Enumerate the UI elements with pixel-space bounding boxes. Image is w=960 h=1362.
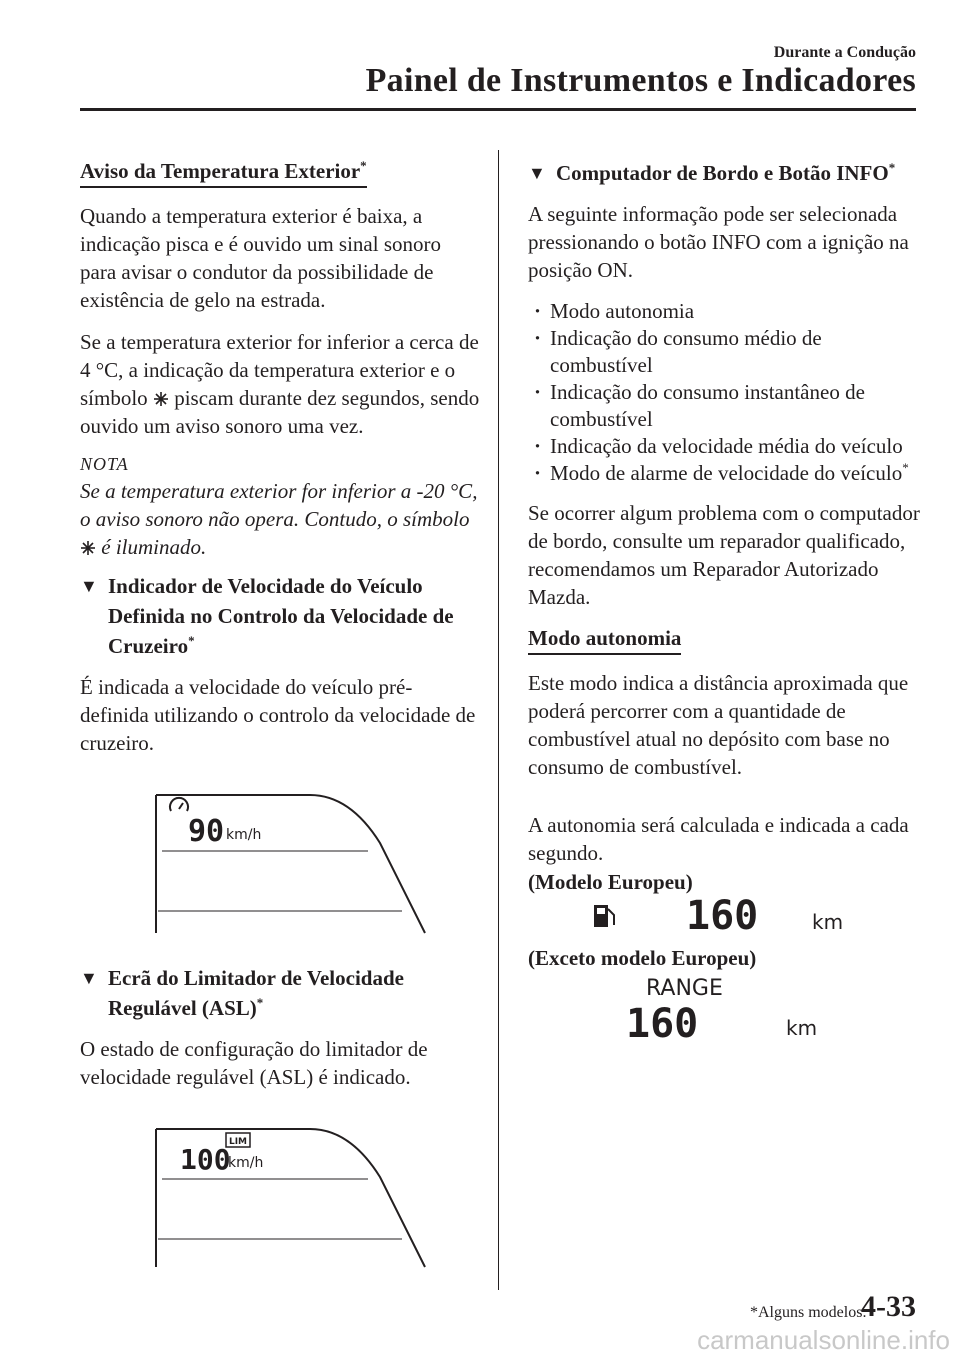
cruise-text: É indicada a velocidade do veículo pré-definida utilizando o controlo da velocidade de cruzeiro. — [80, 675, 476, 755]
page-number: 4-33 — [861, 1290, 916, 1323]
cruise-speed-unit: km/h — [226, 827, 262, 843]
computer-intro: A seguinte informação pode ser selecionada pressionando o botão INFO com a ignição na posição ON. — [528, 202, 909, 282]
other-range-display — [528, 971, 928, 1051]
lim-badge-text: LIM — [228, 1137, 248, 1147]
other-range-value: 160 — [626, 1001, 699, 1047]
fuel-pump-icon — [594, 905, 614, 927]
computer-asterisk: * — [888, 160, 896, 175]
section-header: Durante a Condução — [773, 44, 916, 61]
asl-speed-unit: km/h — [228, 1155, 264, 1171]
asl-heading — [80, 963, 480, 1023]
cruise-asterisk: * — [188, 633, 195, 648]
aviso-heading — [80, 158, 367, 188]
right-column — [528, 158, 928, 1051]
header-rule — [80, 108, 916, 111]
eu-range-unit: km — [812, 910, 844, 934]
column-divider — [498, 150, 499, 1290]
asl-heading-text: Ecrã do Limitador de Velocidade Regulável (ASL) — [108, 966, 404, 1020]
list-item-text: Modo de alarme de velocidade do veículo — [550, 461, 903, 485]
cruise-speed-value: 90 — [188, 814, 225, 849]
autonomia-p2: A autonomia será calculada e indicada a cada segundo. — [528, 813, 909, 865]
aviso-asterisk: * — [360, 158, 367, 173]
asl-asterisk: * — [256, 995, 264, 1010]
triangle-down-icon: ▼ — [80, 576, 98, 596]
left-column — [80, 158, 480, 1277]
nota-start: Se a temperatura exterior for inferior a -20 °C, o aviso sonoro não opera. Contudo, o símbolo — [80, 479, 478, 531]
nota-text — [80, 477, 480, 561]
range-label: RANGE — [646, 976, 723, 1001]
nota-label: NOTA — [80, 454, 129, 474]
asl-display-figure — [80, 1117, 480, 1277]
footnote: *Alguns modelos. — [750, 1304, 867, 1321]
list-item — [528, 460, 928, 487]
watermark: carmanualsonline.info — [697, 1325, 950, 1355]
eu-range-display — [528, 895, 928, 945]
cruise-heading — [80, 571, 480, 661]
computer-problem: Se ocorrer algum problema com o computador de bordo, consulte um reparador qualificado, recomendamos um Reparador Autorizado Mazda. — [528, 501, 920, 609]
list-item: · Indicação do consumo instantâneo de combustível — [528, 379, 928, 433]
model-eu-caption: (Modelo Europeu) — [528, 870, 693, 894]
autonomia-heading: Modo autonomia — [528, 625, 681, 655]
aviso-p2-end: piscam durante dez segundos, sendo ouvido um aviso sonoro uma vez. — [80, 386, 480, 438]
computer-heading — [528, 158, 928, 188]
ice-icon — [153, 391, 169, 407]
ice-icon — [80, 540, 96, 556]
triangle-down-icon: ▼ — [528, 163, 546, 183]
eu-range-value: 160 — [686, 895, 759, 939]
cruise-display-figure — [80, 783, 480, 943]
cruise-speedometer-icon — [170, 798, 188, 811]
aviso-p2-start: Se a temperatura exterior for inferior a cerca de 4 °C, a indicação da temperatura exterior e o símbolo — [80, 330, 479, 410]
other-range-unit: km — [786, 1016, 818, 1040]
aviso-heading-text: Aviso da Temperatura Exterior — [80, 159, 361, 183]
nota-end: é iluminado. — [101, 535, 207, 559]
asl-speed-value: 100 — [180, 1143, 231, 1176]
computer-heading-text: Computador de Bordo e Botão INFO — [556, 161, 889, 185]
list-item: · Indicação da velocidade média do veículo — [528, 433, 928, 460]
aviso-paragraph-2 — [80, 328, 480, 440]
computer-items-list — [528, 298, 928, 487]
aviso-paragraph-1: Quando a temperatura exterior é baixa, a indicação pisca e é ouvido um sinal sonoro para avisar o condutor da possibilidade de existência de gelo na estrada. — [80, 204, 441, 312]
autonomia-p1: Este modo indica a distância aproximada que poderá percorrer com a quantidade de combustível atual no depósito com base no consumo de combustível. — [528, 671, 909, 779]
asl-text: O estado de configuração do limitador de velocidade regulável (ASL) é indicado. — [80, 1037, 428, 1089]
list-item-asterisk: * — [902, 460, 909, 475]
list-item: · Modo autonomia — [528, 298, 928, 325]
model-other-caption: (Exceto modelo Europeu) — [528, 946, 757, 970]
triangle-down-icon: ▼ — [80, 968, 98, 988]
cruise-heading-text: Indicador de Velocidade do Veículo Definida no Controlo da Velocidade de Cruzeiro — [108, 574, 454, 658]
list-item: · Indicação do consumo médio de combustível — [528, 325, 928, 379]
page-title: Painel de Instrumentos e Indicadores — [365, 62, 916, 99]
